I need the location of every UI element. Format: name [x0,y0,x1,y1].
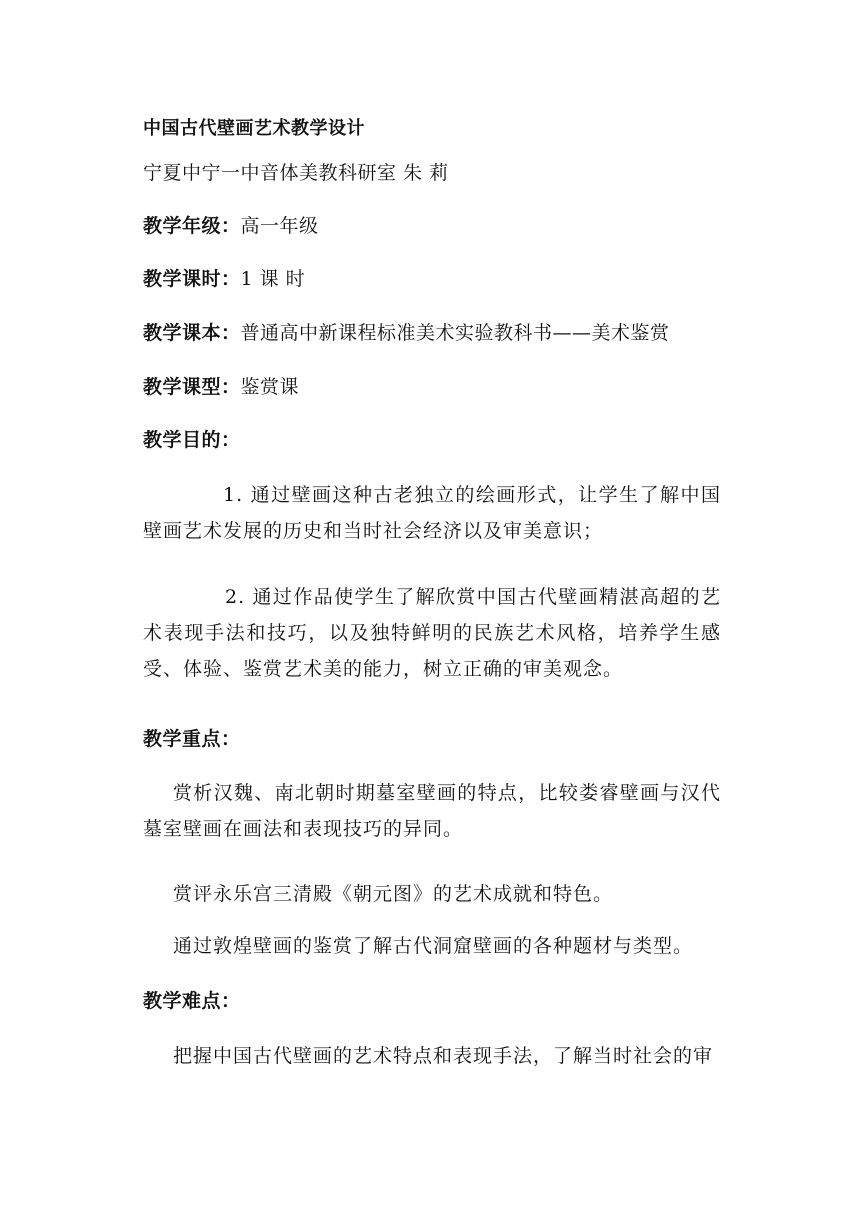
field-lesson-type [143,374,299,400]
field-value: 1 课 时 [240,268,306,290]
field-textbook [143,320,670,346]
difficulties-heading: 教学难点： [143,990,241,1012]
author-line: 宁夏中宁一中音体美教科研室 朱 莉 [143,162,449,184]
objectives-heading: 教学目的： [143,429,241,451]
key-point-item-1: 赏析汉魏、南北朝时期墓室壁画的特点，比较娄睿壁画与汉代墓室壁画在画法和表现技巧的异同。 [143,782,721,840]
field-hours [143,266,305,292]
difficulty-item-1: 把握中国古代壁画的艺术特点和表现手法，了解当时社会的审 [173,1045,714,1067]
field-value: 高一年级 [240,215,319,237]
field-label: 教学课时： [143,268,241,290]
field-label: 教学年级： [143,215,241,237]
field-value: 普通高中新课程标准美术实验教科书——美术鉴赏 [240,322,670,344]
field-value: 鉴赏课 [240,376,300,398]
key-points-heading: 教学重点： [143,728,241,750]
key-point-item-2: 赏评永乐宫三清殿《朝元图》的艺术成就和特色。 [173,883,614,905]
objective-item-1: 1. 通过壁画这种古老独立的绘画形式，让学生了解中国壁画艺术发展的历史和当时社会经济以及审美意识； [143,484,721,542]
objective-item-2: 2. 通过作品使学生了解欣赏中国古代壁画精湛高超的艺术表现手法和技巧，以及独特鲜明的民族艺术风格，培养学生感受、体验、鉴赏艺术美的能力，树立正确的审美观念。 [143,586,721,680]
field-grade [143,213,319,239]
document-title: 中国古代壁画艺术教学设计 [143,118,365,139]
key-point-item-3: 通过敦煌壁画的鉴赏了解古代洞窟壁画的各种题材与类型。 [173,935,694,957]
field-label: 教学课型： [143,376,241,398]
field-label: 教学课本： [143,322,241,344]
